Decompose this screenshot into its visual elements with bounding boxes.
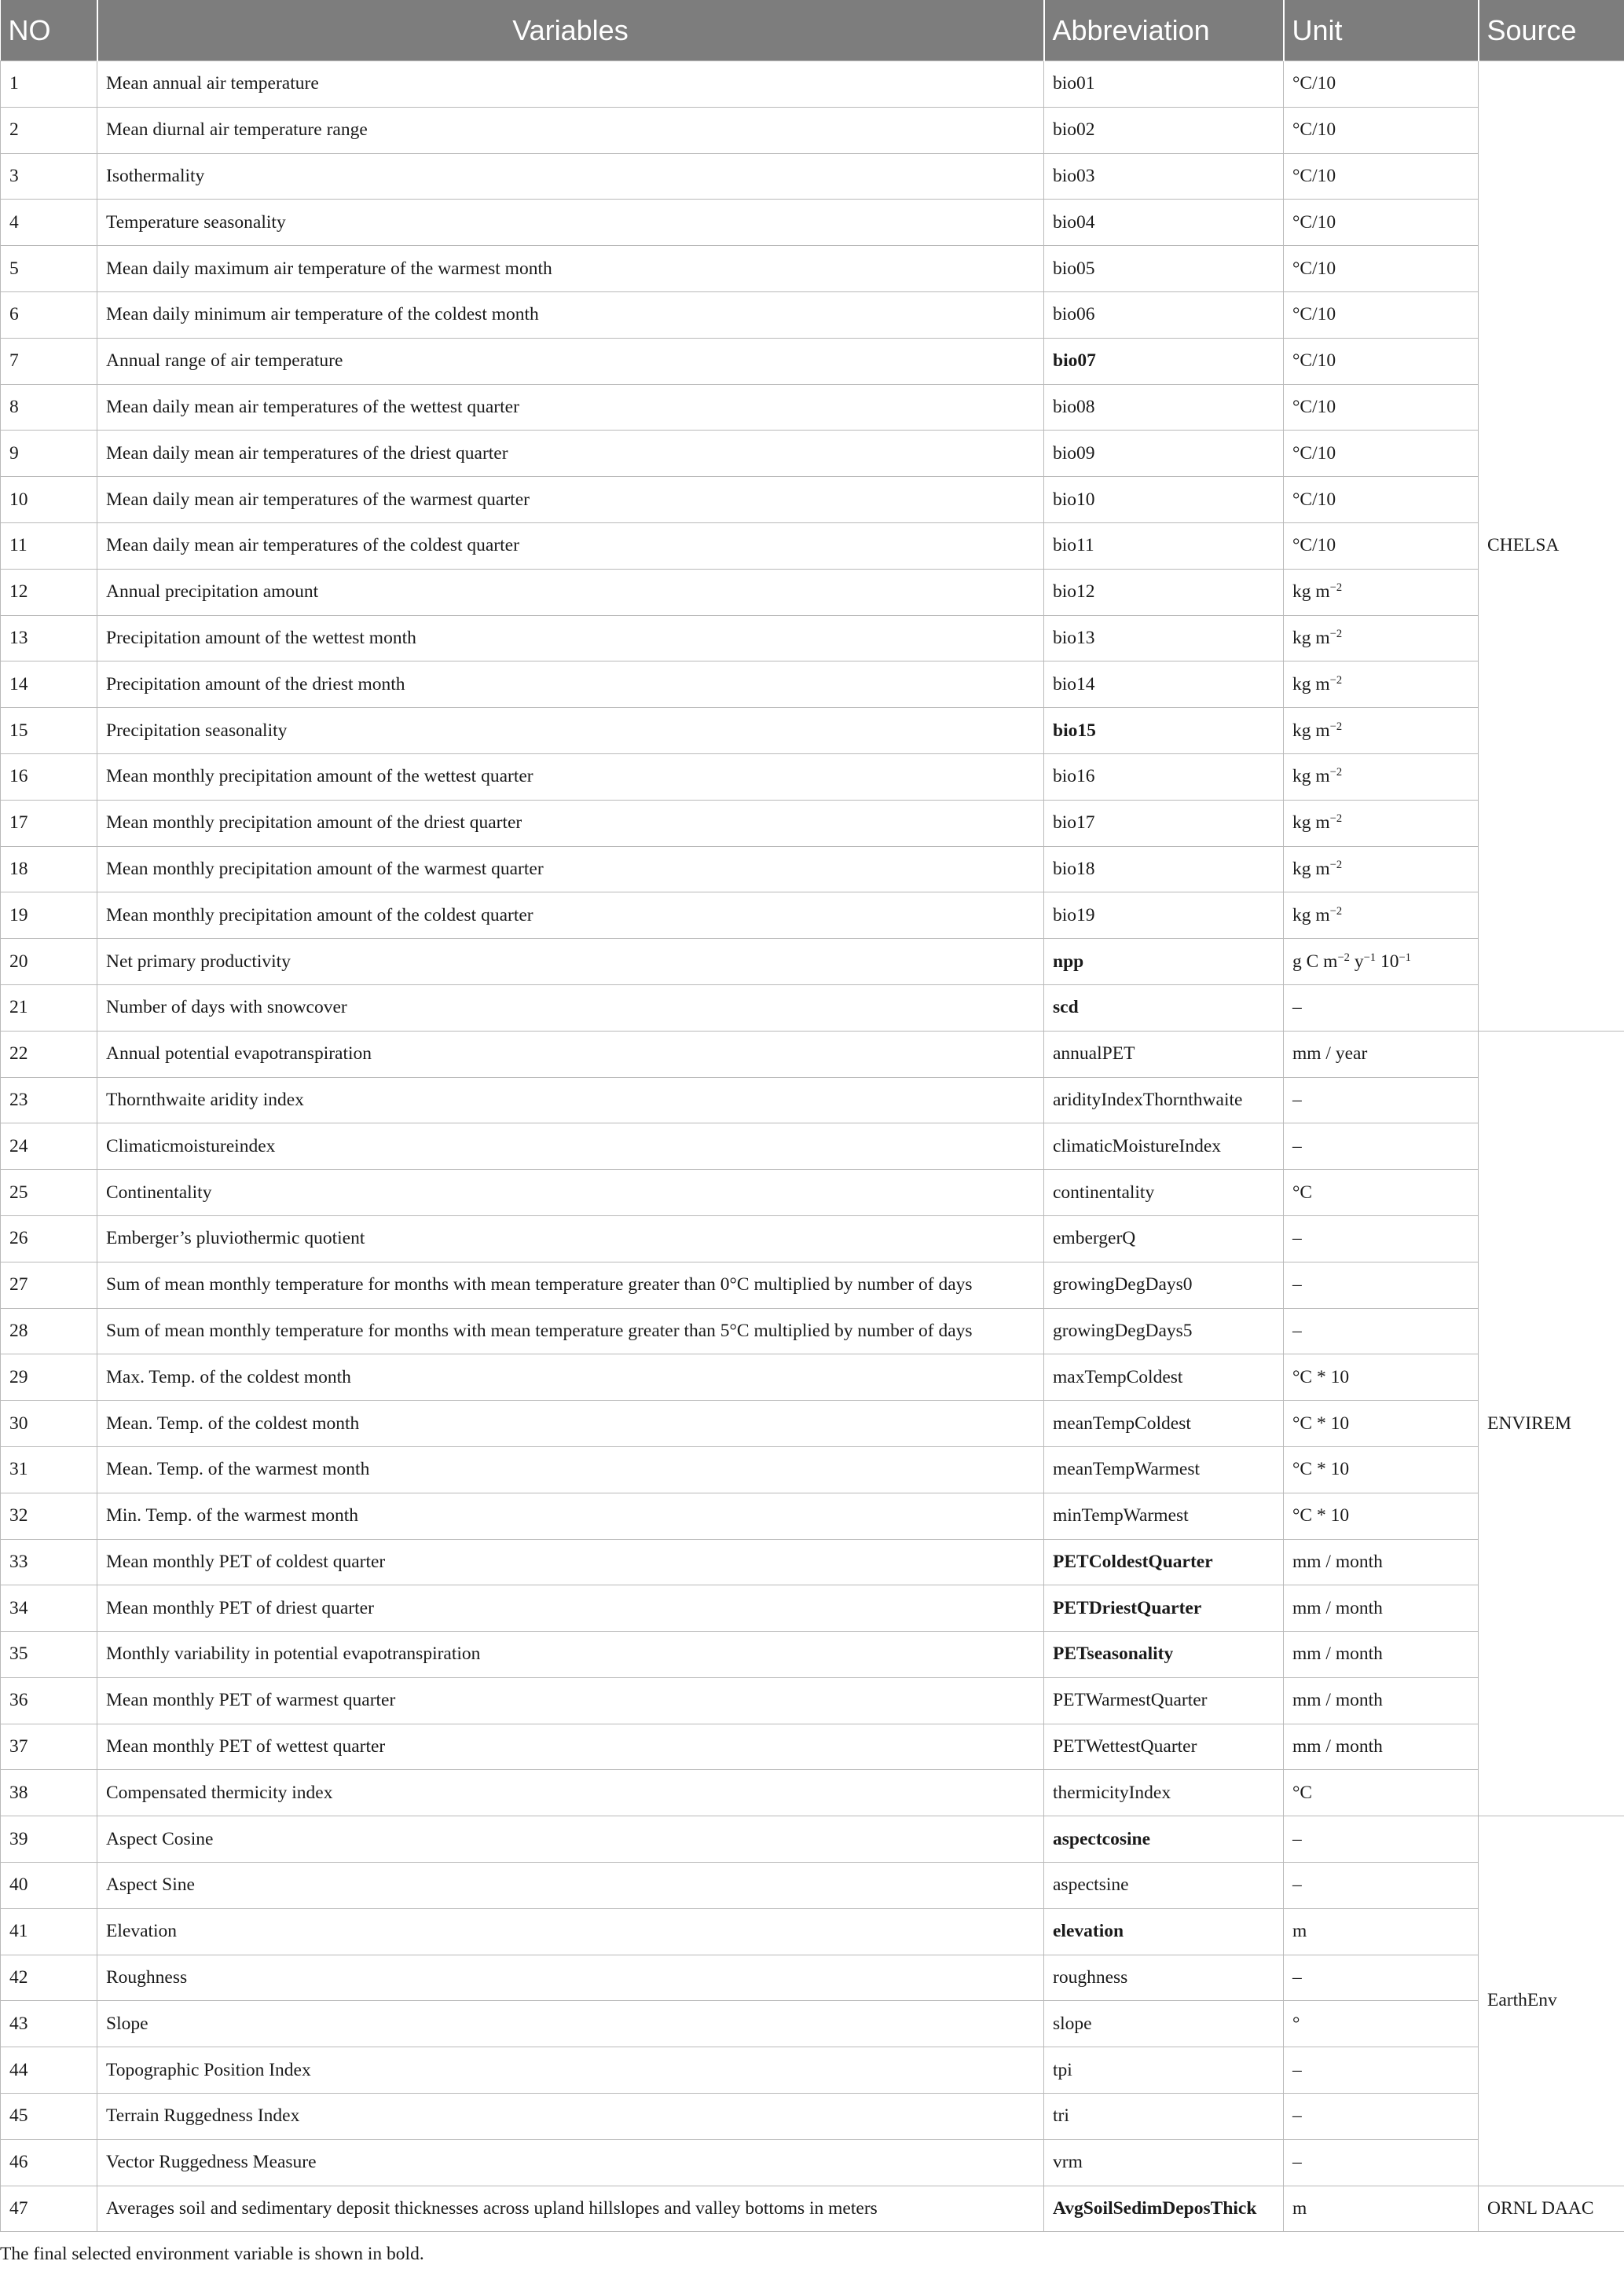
- cell-no: 29: [1, 1354, 97, 1401]
- cell-abbreviation: minTempWarmest: [1044, 1493, 1284, 1539]
- cell-unit: –: [1284, 1308, 1479, 1354]
- table-row: [1, 1262, 1624, 1308]
- cell-unit: –: [1284, 1077, 1479, 1123]
- cell-abbreviation: tpi: [1044, 2047, 1284, 2094]
- cell-unit: kg $m^{-2}$: [1284, 661, 1479, 708]
- cell-unit: mm / month: [1284, 1539, 1479, 1585]
- cell-no: 12: [1, 569, 97, 615]
- cell-abbreviation: bio13: [1044, 615, 1284, 661]
- cell-unit: °C/10: [1284, 477, 1479, 523]
- table-row: [1, 1539, 1624, 1585]
- cell-variable: Annual precipitation amount: [97, 569, 1044, 615]
- table-row: [1, 1123, 1624, 1170]
- cell-source: CHELSA: [1479, 61, 1624, 1032]
- cell-no: 43: [1, 2001, 97, 2047]
- cell-no: 22: [1, 1031, 97, 1077]
- table-header: [1, 0, 1624, 61]
- table-row: [1, 1816, 1624, 1863]
- table-row: [1, 153, 1624, 200]
- cell-unit: kg $m^{-2}$: [1284, 615, 1479, 661]
- cell-abbreviation: maxTempColdest: [1044, 1354, 1284, 1401]
- cell-no: 38: [1, 1770, 97, 1816]
- cell-abbreviation: tri: [1044, 2094, 1284, 2140]
- cell-unit: –: [1284, 1262, 1479, 1308]
- cell-no: 26: [1, 1215, 97, 1262]
- cell-unit: mm / month: [1284, 1724, 1479, 1770]
- cell-abbreviation: PETColdestQuarter: [1044, 1539, 1284, 1585]
- cell-abbreviation: bio12: [1044, 569, 1284, 615]
- cell-variable: Min. Temp. of the warmest month: [97, 1493, 1044, 1539]
- cell-unit: °C/10: [1284, 153, 1479, 200]
- cell-unit: °C/10: [1284, 338, 1479, 384]
- cell-no: 35: [1, 1632, 97, 1678]
- cell-variable: Precipitation amount of the wettest month: [97, 615, 1044, 661]
- table-row: [1, 1632, 1624, 1678]
- table-row: [1, 1170, 1624, 1216]
- cell-no: 23: [1, 1077, 97, 1123]
- cell-abbreviation: PETWettestQuarter: [1044, 1724, 1284, 1770]
- cell-variable: Max. Temp. of the coldest month: [97, 1354, 1044, 1401]
- cell-variable: Averages soil and sedimentary deposit thicknesses across upland hillslopes and valley bottoms in meters: [97, 2186, 1044, 2232]
- table-row: [1, 522, 1624, 569]
- cell-abbreviation: bio15: [1044, 708, 1284, 754]
- cell-source: EarthEnv: [1479, 1816, 1624, 2186]
- cell-unit: °C * 10: [1284, 1354, 1479, 1401]
- cell-abbreviation: bio09: [1044, 431, 1284, 477]
- cell-no: 6: [1, 291, 97, 338]
- cell-abbreviation: embergerQ: [1044, 1215, 1284, 1262]
- cell-variable: Isothermality: [97, 153, 1044, 200]
- cell-unit: °C/10: [1284, 61, 1479, 108]
- cell-variable: Aspect Cosine: [97, 1816, 1044, 1863]
- cell-variable: Annual potential evapotranspiration: [97, 1031, 1044, 1077]
- cell-unit: –: [1284, 1215, 1479, 1262]
- cell-abbreviation: AvgSoilSedimDeposThick: [1044, 2186, 1284, 2232]
- cell-no: 8: [1, 384, 97, 431]
- cell-variable: Mean monthly precipitation amount of the coldest quarter: [97, 892, 1044, 939]
- cell-no: 44: [1, 2047, 97, 2094]
- cell-variable: Aspect Sine: [97, 1863, 1044, 1909]
- cell-unit: kg $m^{-2}$: [1284, 846, 1479, 892]
- table-row: [1, 1215, 1624, 1262]
- cell-abbreviation: bio08: [1044, 384, 1284, 431]
- table-row: [1, 1955, 1624, 2001]
- cell-no: 34: [1, 1585, 97, 1632]
- cell-unit: m: [1284, 1908, 1479, 1955]
- table-row: [1, 477, 1624, 523]
- cell-abbreviation: climaticMoistureIndex: [1044, 1123, 1284, 1170]
- table-row: [1, 1077, 1624, 1123]
- cell-variable: Mean daily mean air temperatures of the warmest quarter: [97, 477, 1044, 523]
- cell-no: 19: [1, 892, 97, 939]
- cell-no: 36: [1, 1677, 97, 1724]
- cell-unit: °C/10: [1284, 431, 1479, 477]
- cell-variable: Mean monthly precipitation amount of the driest quarter: [97, 800, 1044, 846]
- cell-variable: Compensated thermicity index: [97, 1770, 1044, 1816]
- cell-unit: –: [1284, 2047, 1479, 2094]
- cell-no: 28: [1, 1308, 97, 1354]
- cell-variable: Mean monthly PET of coldest quarter: [97, 1539, 1044, 1585]
- cell-abbreviation: aspectcosine: [1044, 1816, 1284, 1863]
- cell-abbreviation: aspectsine: [1044, 1863, 1284, 1909]
- cell-unit: –: [1284, 1816, 1479, 1863]
- cell-variable: Mean diurnal air temperature range: [97, 107, 1044, 153]
- cell-variable: Thornthwaite aridity index: [97, 1077, 1044, 1123]
- cell-unit: °C * 10: [1284, 1493, 1479, 1539]
- cell-source: ORNL DAAC: [1479, 2186, 1624, 2232]
- cell-abbreviation: bio04: [1044, 200, 1284, 246]
- cell-unit: –: [1284, 2139, 1479, 2186]
- cell-variable: Climaticmoistureindex: [97, 1123, 1044, 1170]
- cell-abbreviation: bio16: [1044, 753, 1284, 800]
- cell-no: 33: [1, 1539, 97, 1585]
- cell-abbreviation: bio19: [1044, 892, 1284, 939]
- header-abbreviation: Abbreviation: [1044, 0, 1284, 61]
- cell-abbreviation: vrm: [1044, 2139, 1284, 2186]
- header-unit: Unit: [1284, 0, 1479, 61]
- table-footnote: The final selected environment variable is shown in bold.: [0, 2244, 424, 2264]
- cell-variable: Vector Ruggedness Measure: [97, 2139, 1044, 2186]
- cell-no: 31: [1, 1446, 97, 1493]
- cell-abbreviation: aridityIndexThornthwaite: [1044, 1077, 1284, 1123]
- cell-abbreviation: scd: [1044, 984, 1284, 1031]
- cell-no: 25: [1, 1170, 97, 1216]
- cell-no: 27: [1, 1262, 97, 1308]
- header-variables: Variables: [97, 0, 1044, 61]
- cell-unit: kg $m^{-2}$: [1284, 892, 1479, 939]
- cell-unit: mm / month: [1284, 1632, 1479, 1678]
- table-row: [1, 431, 1624, 477]
- cell-variable: Mean. Temp. of the warmest month: [97, 1446, 1044, 1493]
- cell-variable: Mean annual air temperature: [97, 61, 1044, 108]
- cell-abbreviation: bio10: [1044, 477, 1284, 523]
- table-row: [1, 984, 1624, 1031]
- cell-abbreviation: bio07: [1044, 338, 1284, 384]
- cell-no: 45: [1, 2094, 97, 2140]
- table-row: [1, 2139, 1624, 2186]
- cell-unit: °C: [1284, 1770, 1479, 1816]
- cell-abbreviation: PETDriestQuarter: [1044, 1585, 1284, 1632]
- cell-variable: Net primary productivity: [97, 939, 1044, 985]
- table-row: [1, 892, 1624, 939]
- cell-no: 5: [1, 246, 97, 292]
- cell-abbreviation: bio05: [1044, 246, 1284, 292]
- cell-variable: Mean daily minimum air temperature of the coldest month: [97, 291, 1044, 338]
- cell-unit: °C * 10: [1284, 1446, 1479, 1493]
- cell-source: ENVIREM: [1479, 1031, 1624, 1816]
- cell-abbreviation: growingDegDays0: [1044, 1262, 1284, 1308]
- cell-variable: Sum of mean monthly temperature for months with mean temperature greater than 5°C multiplied by number of days: [97, 1308, 1044, 1354]
- cell-no: 18: [1, 846, 97, 892]
- cell-variable: Mean monthly PET of warmest quarter: [97, 1677, 1044, 1724]
- cell-unit: °: [1284, 2001, 1479, 2047]
- table-row: [1, 107, 1624, 153]
- table-row: [1, 1770, 1624, 1816]
- cell-variable: Precipitation seasonality: [97, 708, 1044, 754]
- cell-variable: Mean daily mean air temperatures of the wettest quarter: [97, 384, 1044, 431]
- cell-no: 37: [1, 1724, 97, 1770]
- table-row: [1, 1908, 1624, 1955]
- table-row: [1, 1863, 1624, 1909]
- cell-unit: –: [1284, 1123, 1479, 1170]
- cell-abbreviation: roughness: [1044, 1955, 1284, 2001]
- header-no: NO: [1, 0, 97, 61]
- table-row: [1, 384, 1624, 431]
- cell-no: 46: [1, 2139, 97, 2186]
- cell-unit: kg $m^{-2}$: [1284, 569, 1479, 615]
- cell-unit: kg $m^{-2}$: [1284, 708, 1479, 754]
- cell-variable: Precipitation amount of the driest month: [97, 661, 1044, 708]
- cell-variable: Mean monthly precipitation amount of the wettest quarter: [97, 753, 1044, 800]
- cell-variable: Mean monthly PET of driest quarter: [97, 1585, 1044, 1632]
- table-row: [1, 1031, 1624, 1077]
- cell-abbreviation: slope: [1044, 2001, 1284, 2047]
- table-body: [1, 61, 1624, 2232]
- cell-unit: °C/10: [1284, 522, 1479, 569]
- table-row: [1, 2094, 1624, 2140]
- cell-no: 21: [1, 984, 97, 1031]
- cell-no: 13: [1, 615, 97, 661]
- cell-abbreviation: bio17: [1044, 800, 1284, 846]
- cell-no: 15: [1, 708, 97, 754]
- table-row: [1, 661, 1624, 708]
- cell-unit: °C/10: [1284, 291, 1479, 338]
- cell-unit: mm / year: [1284, 1031, 1479, 1077]
- cell-abbreviation: bio02: [1044, 107, 1284, 153]
- table-row: [1, 846, 1624, 892]
- cell-no: 24: [1, 1123, 97, 1170]
- table-row: [1, 2047, 1624, 2094]
- cell-variable: Sum of mean monthly temperature for months with mean temperature greater than 0°C multiplied by number of days: [97, 1262, 1044, 1308]
- cell-variable: Elevation: [97, 1908, 1044, 1955]
- table-row: [1, 753, 1624, 800]
- cell-no: 40: [1, 1863, 97, 1909]
- cell-unit: –: [1284, 1955, 1479, 2001]
- cell-variable: Monthly variability in potential evapotranspiration: [97, 1632, 1044, 1678]
- cell-variable: Slope: [97, 2001, 1044, 2047]
- cell-abbreviation: bio14: [1044, 661, 1284, 708]
- cell-no: 47: [1, 2186, 97, 2232]
- cell-variable: Mean monthly precipitation amount of the warmest quarter: [97, 846, 1044, 892]
- cell-variable: Mean daily mean air temperatures of the coldest quarter: [97, 522, 1044, 569]
- cell-unit: °C/10: [1284, 107, 1479, 153]
- cell-abbreviation: meanTempColdest: [1044, 1401, 1284, 1447]
- cell-no: 2: [1, 107, 97, 153]
- cell-no: 4: [1, 200, 97, 246]
- cell-no: 32: [1, 1493, 97, 1539]
- cell-abbreviation: PETWarmestQuarter: [1044, 1677, 1284, 1724]
- table-row: [1, 1724, 1624, 1770]
- cell-abbreviation: meanTempWarmest: [1044, 1446, 1284, 1493]
- cell-no: 17: [1, 800, 97, 846]
- cell-unit: –: [1284, 2094, 1479, 2140]
- table-row: [1, 1585, 1624, 1632]
- cell-abbreviation: PETseasonality: [1044, 1632, 1284, 1678]
- cell-no: 30: [1, 1401, 97, 1447]
- cell-unit: g C $m^{-2}$ $y^{-1}$ $10^{-1}$: [1284, 939, 1479, 985]
- cell-unit: °C/10: [1284, 200, 1479, 246]
- cell-abbreviation: elevation: [1044, 1908, 1284, 1955]
- table-row: [1, 291, 1624, 338]
- cell-abbreviation: bio03: [1044, 153, 1284, 200]
- cell-unit: kg $m^{-2}$: [1284, 800, 1479, 846]
- cell-variable: Mean daily mean air temperatures of the driest quarter: [97, 431, 1044, 477]
- table-row: [1, 61, 1624, 108]
- header-source: Source: [1479, 0, 1624, 61]
- cell-unit: kg $m^{-2}$: [1284, 753, 1479, 800]
- cell-no: 1: [1, 61, 97, 108]
- table-row: [1, 569, 1624, 615]
- table-row: [1, 615, 1624, 661]
- cell-abbreviation: growingDegDays5: [1044, 1308, 1284, 1354]
- cell-unit: °C/10: [1284, 246, 1479, 292]
- cell-unit: °C: [1284, 1170, 1479, 1216]
- cell-variable: Terrain Ruggedness Index: [97, 2094, 1044, 2140]
- cell-no: 20: [1, 939, 97, 985]
- cell-abbreviation: continentality: [1044, 1170, 1284, 1216]
- cell-variable: Mean daily maximum air temperature of the warmest month: [97, 246, 1044, 292]
- cell-unit: m: [1284, 2186, 1479, 2232]
- cell-unit: –: [1284, 984, 1479, 1031]
- table-row: [1, 708, 1624, 754]
- cell-no: 41: [1, 1908, 97, 1955]
- table-row: [1, 246, 1624, 292]
- table-row: [1, 338, 1624, 384]
- cell-abbreviation: bio06: [1044, 291, 1284, 338]
- table-row: [1, 939, 1624, 985]
- cell-no: 42: [1, 1955, 97, 2001]
- cell-abbreviation: npp: [1044, 939, 1284, 985]
- cell-no: 10: [1, 477, 97, 523]
- cell-variable: Mean monthly PET of wettest quarter: [97, 1724, 1044, 1770]
- table-row: [1, 1308, 1624, 1354]
- cell-abbreviation: bio01: [1044, 61, 1284, 108]
- cell-no: 3: [1, 153, 97, 200]
- header-row: [1, 0, 1624, 61]
- table-row: [1, 2001, 1624, 2047]
- cell-no: 7: [1, 338, 97, 384]
- cell-abbreviation: bio18: [1044, 846, 1284, 892]
- cell-unit: –: [1284, 1863, 1479, 1909]
- cell-unit: mm / month: [1284, 1585, 1479, 1632]
- table-row: [1, 1446, 1624, 1493]
- cell-unit: mm / month: [1284, 1677, 1479, 1724]
- cell-variable: Roughness: [97, 1955, 1044, 2001]
- cell-variable: Continentality: [97, 1170, 1044, 1216]
- table-row: [1, 2186, 1624, 2232]
- cell-no: 16: [1, 753, 97, 800]
- cell-unit: °C/10: [1284, 384, 1479, 431]
- cell-abbreviation: thermicityIndex: [1044, 1770, 1284, 1816]
- cell-unit: °C * 10: [1284, 1401, 1479, 1447]
- cell-variable: Annual range of air temperature: [97, 338, 1044, 384]
- cell-variable: Number of days with snowcover: [97, 984, 1044, 1031]
- table-row: [1, 1677, 1624, 1724]
- cell-variable: Emberger’s pluviothermic quotient: [97, 1215, 1044, 1262]
- cell-no: 39: [1, 1816, 97, 1863]
- cell-no: 11: [1, 522, 97, 569]
- cell-no: 9: [1, 431, 97, 477]
- cell-variable: Mean. Temp. of the coldest month: [97, 1401, 1044, 1447]
- table-row: [1, 200, 1624, 246]
- table-row: [1, 1401, 1624, 1447]
- table-row: [1, 1493, 1624, 1539]
- cell-abbreviation: annualPET: [1044, 1031, 1284, 1077]
- cell-no: 14: [1, 661, 97, 708]
- cell-abbreviation: bio11: [1044, 522, 1284, 569]
- table-row: [1, 800, 1624, 846]
- cell-variable: Topographic Position Index: [97, 2047, 1044, 2094]
- table-row: [1, 1354, 1624, 1401]
- cell-variable: Temperature seasonality: [97, 200, 1044, 246]
